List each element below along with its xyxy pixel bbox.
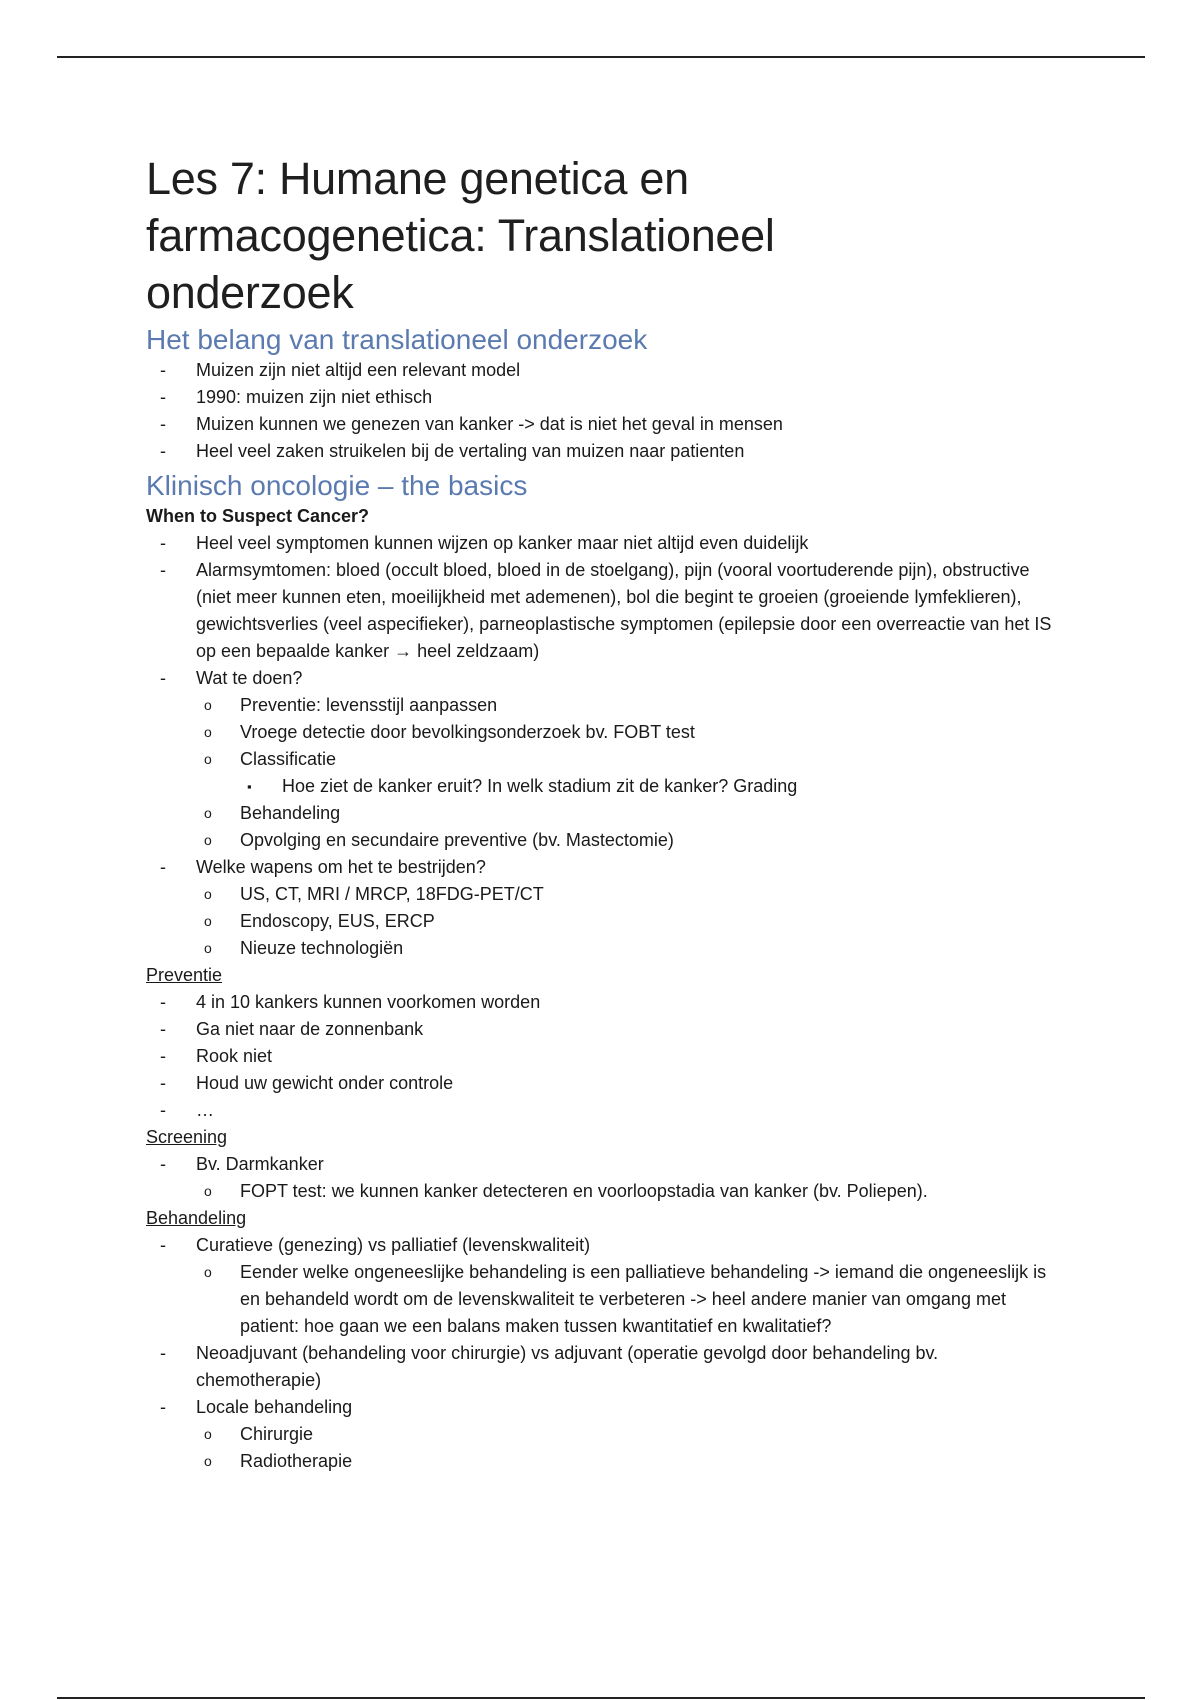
heading-belang: Het belang van translationeel onderzoek bbox=[146, 324, 648, 355]
circle-bullet-icon: o bbox=[204, 1453, 212, 1469]
list-item bbox=[146, 411, 1066, 438]
screening-list bbox=[146, 1151, 1066, 1205]
item-text: Ga niet naar de zonnenbank bbox=[196, 1019, 424, 1039]
item-text: 1990: muizen zijn niet ethisch bbox=[196, 387, 433, 407]
dash-marker: - bbox=[160, 1046, 166, 1066]
list-item bbox=[146, 854, 1066, 881]
item-text: Wat te doen? bbox=[196, 668, 303, 688]
item-text: Rook niet bbox=[196, 1046, 273, 1066]
dash-marker: - bbox=[160, 360, 166, 380]
list-item bbox=[146, 530, 1066, 557]
item-text: Alarmsymtomen: bloed (occult bloed, bloed in de stoelgang), pijn (vooral voortuderende pijn), obstructive (niet meer kunnen eten, moeilijkheid met ademenen), bol die begint te groeien (groeiende lymfeklieren), gewichtsverlies (veel aspecifieker), parneoplastische symptomen (epilepsie door een overreactie van het IS op een bepaalde kanker → heel zeldzaam) bbox=[196, 560, 1052, 661]
circle-bullet-icon: o bbox=[204, 1426, 212, 1442]
when-list bbox=[146, 530, 1066, 962]
sub-list-item bbox=[146, 881, 1066, 908]
dash-marker: - bbox=[160, 387, 166, 407]
subheading-behandeling: Behandeling bbox=[146, 1208, 247, 1228]
sub-list-item bbox=[146, 1421, 1066, 1448]
list-item bbox=[146, 1232, 1066, 1259]
list-item bbox=[146, 665, 1066, 692]
sub-list-item bbox=[146, 692, 1066, 719]
sub-list-item bbox=[146, 827, 1066, 854]
list-item bbox=[146, 1097, 1066, 1124]
list-item bbox=[146, 1151, 1066, 1178]
sub-list-item bbox=[146, 719, 1066, 746]
sub-list-item bbox=[146, 1178, 1066, 1205]
item-text: Neoadjuvant (behandeling voor chirurgie) vs adjuvant (operatie gevolgd door behandeling bv. chemotherapie) bbox=[196, 1343, 939, 1390]
dash-marker: - bbox=[160, 1073, 166, 1093]
item-text: Radiotherapie bbox=[240, 1451, 353, 1471]
list-item bbox=[146, 357, 1066, 384]
sub-list-item bbox=[146, 746, 1066, 773]
dash-marker: - bbox=[160, 992, 166, 1012]
dash-marker: - bbox=[160, 1100, 166, 1120]
belang-list bbox=[146, 357, 1066, 465]
item-text: Curatieve (genezing) vs palliatief (levenskwaliteit) bbox=[196, 1235, 591, 1255]
dash-marker: - bbox=[160, 857, 166, 877]
behandeling-list bbox=[146, 1232, 1066, 1475]
sub-list-item bbox=[146, 935, 1066, 962]
sub-list-item bbox=[146, 800, 1066, 827]
item-text: Classificatie bbox=[240, 749, 337, 769]
item-text: FOPT test: we kunnen kanker detecteren en voorloopstadia van kanker (bv. Poliepen). bbox=[240, 1181, 928, 1201]
circle-bullet-icon: o bbox=[204, 805, 212, 821]
bottom-rule bbox=[57, 1697, 1145, 1699]
dash-marker: - bbox=[160, 1019, 166, 1039]
title-line-2: farmacogenetica: Translationeel bbox=[146, 210, 775, 261]
top-rule bbox=[57, 56, 1145, 58]
item-text: Nieuze technologiën bbox=[240, 938, 404, 958]
list-item bbox=[146, 384, 1066, 411]
list-item bbox=[146, 1340, 1066, 1394]
list-item bbox=[146, 438, 1066, 465]
list-item bbox=[146, 989, 1066, 1016]
item-text: Opvolging en secundaire preventive (bv. Mastectomie) bbox=[240, 830, 674, 850]
list-item bbox=[146, 1016, 1066, 1043]
page-title bbox=[146, 150, 1066, 321]
subheading-screening: Screening bbox=[146, 1127, 228, 1147]
sub-list-item bbox=[146, 908, 1066, 935]
item-text: Bv. Darmkanker bbox=[196, 1154, 324, 1174]
item-text: Preventie: levensstijl aanpassen bbox=[240, 695, 498, 715]
circle-bullet-icon: o bbox=[204, 913, 212, 929]
square-bullet-icon: ▪ bbox=[247, 779, 252, 794]
list-item bbox=[146, 1070, 1066, 1097]
dash-marker: - bbox=[160, 1154, 166, 1174]
dash-marker: - bbox=[160, 1343, 166, 1363]
sub-list-item bbox=[146, 1448, 1066, 1475]
dash-marker: - bbox=[160, 414, 166, 434]
item-text: Vroege detectie door bevolkingsonderzoek bv. FOBT test bbox=[240, 722, 695, 742]
dash-marker: - bbox=[160, 533, 166, 553]
list-item bbox=[146, 1394, 1066, 1421]
item-text: US, CT, MRI / MRCP, 18FDG-PET/CT bbox=[240, 884, 544, 904]
item-text: Locale behandeling bbox=[196, 1397, 353, 1417]
item-text: Muizen kunnen we genezen van kanker -> dat is niet het geval in mensen bbox=[196, 414, 783, 434]
item-text: Chirurgie bbox=[240, 1424, 314, 1444]
sub-list-item bbox=[146, 1259, 1066, 1340]
heading-klinisch-oncologie: Klinisch oncologie – the basics bbox=[146, 470, 528, 501]
dash-marker: - bbox=[160, 560, 166, 580]
circle-bullet-icon: o bbox=[204, 886, 212, 902]
item-text: Heel veel zaken struikelen bij de vertaling van muizen naar patienten bbox=[196, 441, 745, 461]
circle-bullet-icon: o bbox=[204, 1264, 212, 1280]
dash-marker: - bbox=[160, 1235, 166, 1255]
circle-bullet-icon: o bbox=[204, 697, 212, 713]
list-item bbox=[146, 1043, 1066, 1070]
dash-marker: - bbox=[160, 1397, 166, 1417]
title-line-1: Les 7: Humane genetica en bbox=[146, 153, 689, 204]
item-text: 4 in 10 kankers kunnen voorkomen worden bbox=[196, 992, 541, 1012]
circle-bullet-icon: o bbox=[204, 724, 212, 740]
subheading-preventie: Preventie bbox=[146, 965, 223, 985]
preventie-list bbox=[146, 989, 1066, 1124]
item-text: Heel veel symptomen kunnen wijzen op kanker maar niet altijd even duidelijk bbox=[196, 533, 809, 553]
item-text: Behandeling bbox=[240, 803, 341, 823]
list-item bbox=[146, 557, 1066, 665]
subheading-when-to-suspect: When to Suspect Cancer? bbox=[146, 506, 370, 526]
dash-marker: - bbox=[160, 668, 166, 688]
item-text: Hoe ziet de kanker eruit? In welk stadium zit de kanker? Grading bbox=[282, 776, 798, 796]
circle-bullet-icon: o bbox=[204, 1183, 212, 1199]
circle-bullet-icon: o bbox=[204, 751, 212, 767]
item-text: Muizen zijn niet altijd een relevant model bbox=[196, 360, 521, 380]
item-text: Endoscopy, EUS, ERCP bbox=[240, 911, 435, 931]
item-text: Houd uw gewicht onder controle bbox=[196, 1073, 454, 1093]
circle-bullet-icon: o bbox=[204, 940, 212, 956]
dash-marker: - bbox=[160, 441, 166, 461]
item-text: Eender welke ongeneeslijke behandeling is een palliatieve behandeling -> iemand die ongeneeslijk is en behandeld wordt om de levenskwaliteit te verbeteren -> heel andere manier van omgang met patient: hoe gaan we een balans maken tussen kwantitatief en kwalitatief? bbox=[240, 1262, 1047, 1336]
item-text: … bbox=[196, 1100, 214, 1120]
document-body bbox=[146, 150, 1066, 1475]
sub-sub-list-item bbox=[146, 773, 1066, 800]
circle-bullet-icon: o bbox=[204, 832, 212, 848]
title-line-3: onderzoek bbox=[146, 267, 354, 318]
item-text: Welke wapens om het te bestrijden? bbox=[196, 857, 486, 877]
